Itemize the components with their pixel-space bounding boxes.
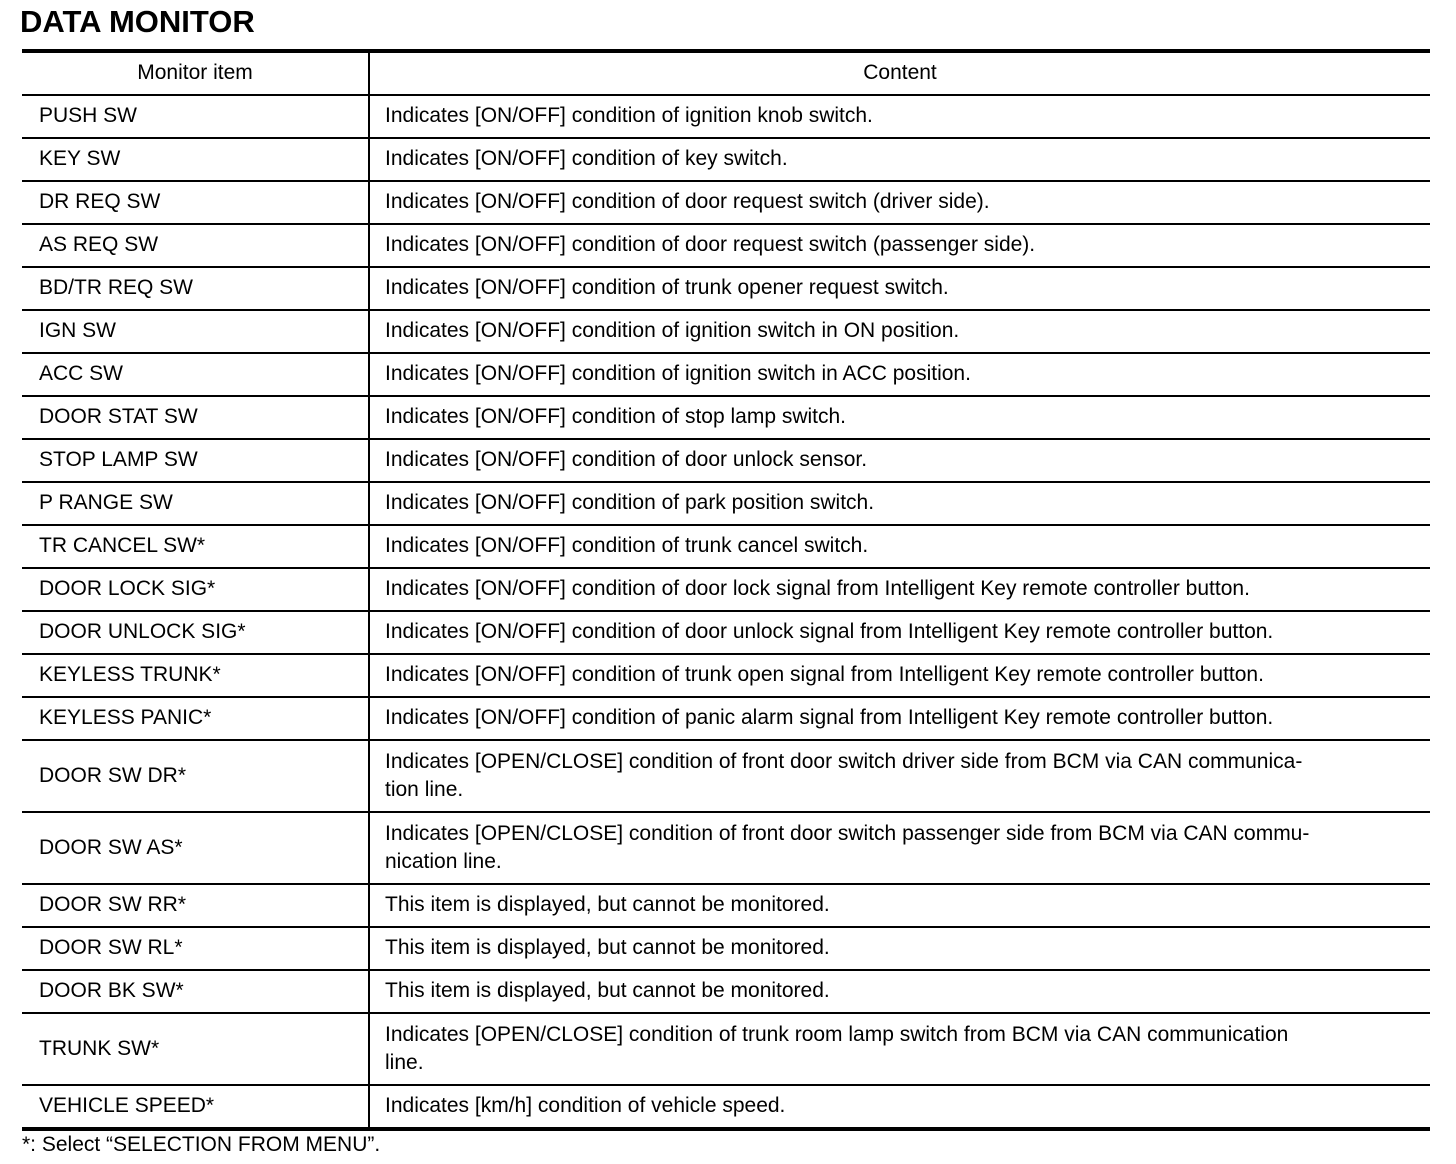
monitor-item-cell: DOOR SW RR* — [22, 884, 369, 927]
content-line: Indicates [OPEN/CLOSE] condition of trunk room lamp switch from BCM via CAN communication — [385, 1022, 1289, 1046]
content-cell: Indicates [ON/OFF] condition of trunk cancel switch. — [369, 525, 1430, 568]
content-cell: Indicates [ON/OFF] condition of door request switch (passenger side). — [369, 224, 1430, 267]
content-cell: Indicates [ON/OFF] condition of ignition switch in ACC position. — [369, 353, 1430, 396]
table-row — [22, 181, 1430, 224]
monitor-item-cell: TR CANCEL SW* — [22, 525, 369, 568]
monitor-item-cell: DOOR SW AS* — [22, 812, 369, 884]
table-row — [22, 396, 1430, 439]
content-line: tion line. — [385, 778, 464, 801]
content-cell: This item is displayed, but cannot be monitored. — [369, 970, 1430, 1013]
table-row — [22, 740, 1430, 812]
page-title: DATA MONITOR — [20, 4, 255, 39]
table-row — [22, 439, 1430, 482]
table-row — [22, 310, 1430, 353]
table-row — [22, 482, 1430, 525]
monitor-item-cell: BD/TR REQ SW — [22, 267, 369, 310]
table-row — [22, 95, 1430, 138]
content-line: line. — [385, 1051, 424, 1074]
table-row — [22, 812, 1430, 884]
monitor-item-cell: DOOR LOCK SIG* — [22, 568, 369, 611]
content-cell: Indicates [ON/OFF] condition of door unlock signal from Intelligent Key remote controller button. — [369, 611, 1430, 654]
content-cell — [369, 1013, 1430, 1085]
content-cell: Indicates [ON/OFF] condition of ignition knob switch. — [369, 95, 1430, 138]
monitor-item-cell: DOOR STAT SW — [22, 396, 369, 439]
table-row — [22, 927, 1430, 970]
monitor-item-cell: DR REQ SW — [22, 181, 369, 224]
content-line: nication line. — [385, 850, 502, 873]
content-cell: Indicates [ON/OFF] condition of door lock signal from Intelligent Key remote controller button. — [369, 568, 1430, 611]
table-row — [22, 353, 1430, 396]
content-line: Indicates [OPEN/CLOSE] condition of front door switch passenger side from BCM via CAN commu- — [385, 821, 1310, 845]
data-monitor-table — [22, 49, 1430, 1131]
table-row — [22, 525, 1430, 568]
table-row — [22, 138, 1430, 181]
table-row — [22, 568, 1430, 611]
content-cell: Indicates [ON/OFF] condition of ignition switch in ON position. — [369, 310, 1430, 353]
content-cell: Indicates [km/h] condition of vehicle speed. — [369, 1085, 1430, 1129]
content-cell: This item is displayed, but cannot be monitored. — [369, 884, 1430, 927]
table-header-row — [22, 51, 1430, 95]
monitor-item-cell: P RANGE SW — [22, 482, 369, 525]
monitor-item-cell: PUSH SW — [22, 95, 369, 138]
column-header-content: Content — [369, 51, 1430, 95]
table-row — [22, 970, 1430, 1013]
content-cell — [369, 740, 1430, 812]
monitor-item-cell: AS REQ SW — [22, 224, 369, 267]
monitor-item-cell: DOOR BK SW* — [22, 970, 369, 1013]
monitor-item-cell: STOP LAMP SW — [22, 439, 369, 482]
content-line: Indicates [OPEN/CLOSE] condition of front door switch driver side from BCM via CAN communica- — [385, 749, 1303, 773]
content-cell: Indicates [ON/OFF] condition of panic alarm signal from Intelligent Key remote controller button. — [369, 697, 1430, 740]
monitor-item-cell: DOOR SW DR* — [22, 740, 369, 812]
monitor-item-cell: DOOR UNLOCK SIG* — [22, 611, 369, 654]
monitor-item-cell: DOOR SW RL* — [22, 927, 369, 970]
table-row — [22, 1013, 1430, 1085]
table-row — [22, 654, 1430, 697]
table-row — [22, 611, 1430, 654]
content-cell: This item is displayed, but cannot be monitored. — [369, 927, 1430, 970]
table-row — [22, 884, 1430, 927]
monitor-item-cell: VEHICLE SPEED* — [22, 1085, 369, 1129]
monitor-item-cell: IGN SW — [22, 310, 369, 353]
monitor-item-cell: ACC SW — [22, 353, 369, 396]
table-row — [22, 1085, 1430, 1129]
content-cell: Indicates [ON/OFF] condition of park position switch. — [369, 482, 1430, 525]
monitor-item-cell: TRUNK SW* — [22, 1013, 369, 1085]
content-cell: Indicates [ON/OFF] condition of key switch. — [369, 138, 1430, 181]
table-row — [22, 697, 1430, 740]
content-cell: Indicates [ON/OFF] condition of door request switch (driver side). — [369, 181, 1430, 224]
footnote: *: Select “SELECTION FROM MENU”. — [22, 1133, 381, 1156]
monitor-item-cell: KEYLESS PANIC* — [22, 697, 369, 740]
column-header-monitor-item: Monitor item — [22, 51, 369, 95]
content-cell: Indicates [ON/OFF] condition of stop lamp switch. — [369, 396, 1430, 439]
table-row — [22, 267, 1430, 310]
monitor-item-cell: KEY SW — [22, 138, 369, 181]
content-cell — [369, 812, 1430, 884]
monitor-item-cell: KEYLESS TRUNK* — [22, 654, 369, 697]
content-cell: Indicates [ON/OFF] condition of trunk open signal from Intelligent Key remote controller button. — [369, 654, 1430, 697]
content-cell: Indicates [ON/OFF] condition of trunk opener request switch. — [369, 267, 1430, 310]
content-cell: Indicates [ON/OFF] condition of door unlock sensor. — [369, 439, 1430, 482]
table-row — [22, 224, 1430, 267]
